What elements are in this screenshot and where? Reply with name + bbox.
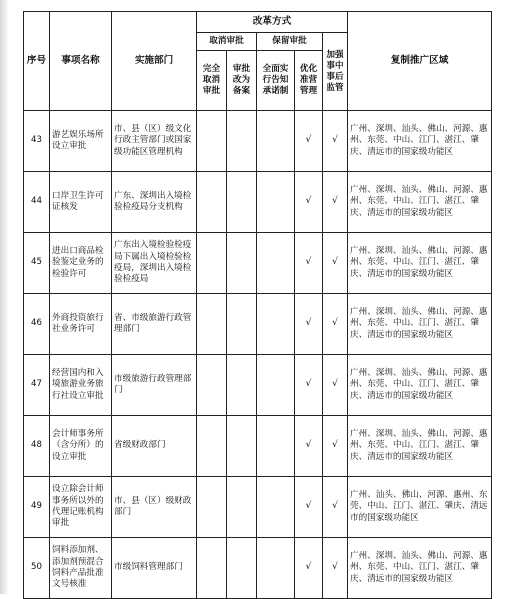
table-row	[24, 477, 492, 538]
cell-notify-commit	[257, 416, 295, 477]
check-mark: √	[323, 111, 348, 172]
row-department: 市级饲料管理部门	[112, 538, 197, 599]
check-mark: √	[323, 294, 348, 355]
row-region: 广州、深圳、汕头、佛山、河源、惠州、东莞、中山、江门、湛江、肇庆、清远市的国家级功能区	[348, 233, 492, 294]
row-department: 省级财政部门	[112, 416, 197, 477]
check-mark: √	[295, 355, 323, 416]
row-num: 48	[24, 416, 50, 477]
row-num: 43	[24, 111, 50, 172]
header-item-name: 事项名称	[50, 12, 112, 111]
check-mark: √	[323, 233, 348, 294]
cell-notify-commit	[257, 111, 295, 172]
check-mark: √	[323, 172, 348, 233]
row-item-name: 经营国内和入境旅游业务旅行社设立审批	[50, 355, 112, 416]
header-seq: 序号	[24, 12, 50, 111]
header-cancel-approval: 取消审批	[197, 33, 257, 51]
row-region: 广州、汕头、佛山、河源、惠州、东莞、中山、江门、湛江、肇庆、清远市的国家级功能区	[348, 477, 492, 538]
cell-full-cancel	[197, 111, 227, 172]
check-mark: √	[295, 111, 323, 172]
check-mark: √	[323, 477, 348, 538]
cell-notify-commit	[257, 355, 295, 416]
table-row	[24, 294, 492, 355]
row-department: 市级旅游行政管理部门	[112, 355, 197, 416]
cell-full-cancel	[197, 477, 227, 538]
row-region: 广州、深圳、汕头、佛山、河源、惠州、东莞、中山、江门、湛江、肇庆、清远市的国家级功能区	[348, 416, 492, 477]
cell-full-cancel	[197, 538, 227, 599]
cell-to-filing	[227, 172, 257, 233]
cell-full-cancel	[197, 172, 227, 233]
row-department: 广东、深圳出入境检验检疫局分支机构	[112, 172, 197, 233]
header-keep-approval: 保留审批	[257, 33, 323, 51]
header-department: 实施部门	[112, 12, 197, 111]
cell-to-filing	[227, 355, 257, 416]
check-mark: √	[323, 538, 348, 599]
cell-to-filing	[227, 294, 257, 355]
header-strengthen-supervision: 加强事中事后监管	[323, 33, 348, 111]
header-optimize-service: 优化准营管理	[295, 51, 323, 111]
row-num: 45	[24, 233, 50, 294]
row-item-name: 口岸卫生许可证核发	[50, 172, 112, 233]
row-region: 广州、深圳、汕头、佛山、河源、惠州、东莞、中山、江门、湛江、肇庆、清远市的国家级功能区	[348, 355, 492, 416]
check-mark: √	[323, 416, 348, 477]
page-binding-shadow	[0, 0, 9, 594]
row-item-name: 外商投资旅行社业务许可	[50, 294, 112, 355]
row-num: 50	[24, 538, 50, 599]
row-num: 46	[24, 294, 50, 355]
row-department: 市、县（区）级财政部门	[112, 477, 197, 538]
check-mark: √	[295, 294, 323, 355]
row-department: 广东出入境检验检疫局下属出入境检验检疫局，深圳出入境检验检疫局	[112, 233, 197, 294]
row-region: 广州、深圳、汕头、佛山、河源、惠州、东莞、中山、江门、湛江、肇庆、清远市的国家级功能区	[348, 294, 492, 355]
cell-to-filing	[227, 111, 257, 172]
header-to-filing: 审批改为备案	[227, 51, 257, 111]
table-row	[24, 355, 492, 416]
row-item-name: 饲料添加剂、添加剂预混合饲料产品批准文号核准	[50, 538, 112, 599]
cell-notify-commit	[257, 538, 295, 599]
row-department: 市、县（区）级文化行政主管部门或国家级功能区管理机构	[112, 111, 197, 172]
table-row	[24, 233, 492, 294]
cell-to-filing	[227, 538, 257, 599]
header-reform-method: 改革方式	[197, 12, 348, 33]
row-department: 省、市级旅游行政管理部门	[112, 294, 197, 355]
cell-to-filing	[227, 416, 257, 477]
check-mark: √	[295, 477, 323, 538]
row-item-name: 进出口商品检验鉴定业务的检验许可	[50, 233, 112, 294]
cell-full-cancel	[197, 233, 227, 294]
check-mark: √	[295, 233, 323, 294]
cell-notify-commit	[257, 233, 295, 294]
cell-to-filing	[227, 233, 257, 294]
check-mark: √	[323, 355, 348, 416]
cell-to-filing	[227, 477, 257, 538]
check-mark: √	[295, 172, 323, 233]
cell-full-cancel	[197, 416, 227, 477]
table-row	[24, 538, 492, 599]
row-num: 49	[24, 477, 50, 538]
row-num: 44	[24, 172, 50, 233]
reform-table	[23, 11, 492, 599]
row-region: 广州、深圳、汕头、佛山、河源、惠州、东莞、中山、江门、湛江、肇庆、清远市的国家级功能区	[348, 111, 492, 172]
cell-notify-commit	[257, 294, 295, 355]
row-region: 广州、深圳、汕头、佛山、河源、惠州、东莞、中山、江门、湛江、肇庆、清远市的国家级功能区	[348, 538, 492, 599]
row-item-name: 会计师事务所（含分所）的设立审批	[50, 416, 112, 477]
cell-full-cancel	[197, 294, 227, 355]
header-region: 复制推广区域	[348, 12, 492, 111]
row-num: 47	[24, 355, 50, 416]
check-mark: √	[295, 416, 323, 477]
table-row	[24, 111, 492, 172]
table-row	[24, 416, 492, 477]
row-region: 广州、深圳、汕头、佛山、河源、惠州、东莞、中山、江门、湛江、肇庆、清远市的国家级功能区	[348, 172, 492, 233]
row-item-name: 设立除会计师事务所以外的代理记账机构审批	[50, 477, 112, 538]
row-item-name: 游艺娱乐场所设立审批	[50, 111, 112, 172]
cell-notify-commit	[257, 477, 295, 538]
cell-notify-commit	[257, 172, 295, 233]
cell-full-cancel	[197, 355, 227, 416]
check-mark: √	[295, 538, 323, 599]
table-row	[24, 172, 492, 233]
header-notify-commit: 全面实行告知承诺制	[257, 51, 295, 111]
header-full-cancel: 完全取消审批	[197, 51, 227, 111]
